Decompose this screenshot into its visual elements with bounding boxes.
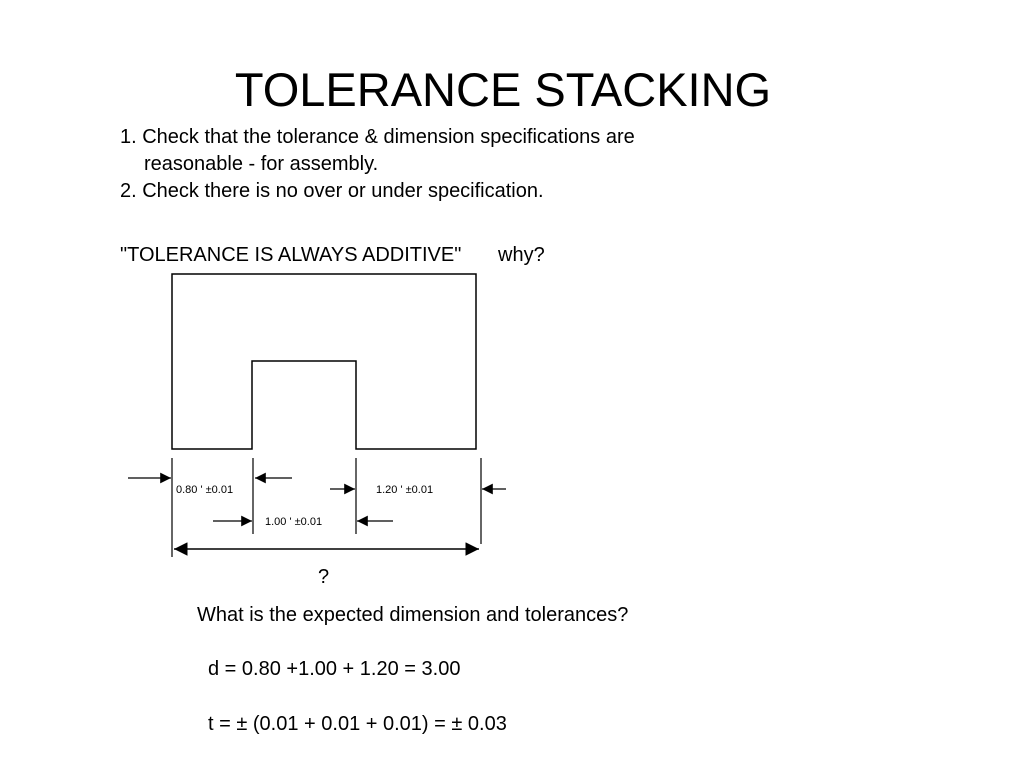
point-1-line-2: reasonable - for assembly. xyxy=(144,153,379,175)
why-question: why? xyxy=(498,244,545,266)
total-dimension-label: ? xyxy=(318,566,330,588)
dim-label-middle: 1.00 ' ±0.01 xyxy=(265,516,323,528)
dim-label-right: 1.20 ' ±0.01 xyxy=(376,484,434,496)
slide-title: TOLERANCE STACKING xyxy=(234,63,772,116)
point-2: 2. Check there is no over or under specification. xyxy=(120,180,544,202)
point-1-line-1: 1. Check that the tolerance & dimension specifications are xyxy=(120,126,635,148)
part-outline xyxy=(172,274,476,449)
dim-label-left: 0.80 ' ±0.01 xyxy=(176,484,234,496)
equation-tolerance: t = ± (0.01 + 0.01 + 0.01) = ± 0.03 xyxy=(208,713,507,735)
additive-statement: "TOLERANCE IS ALWAYS ADDITIVE" xyxy=(120,244,462,266)
question-text: What is the expected dimension and tolerances? xyxy=(197,604,629,626)
equation-dimension: d = 0.80 +1.00 + 1.20 = 3.00 xyxy=(208,658,461,680)
